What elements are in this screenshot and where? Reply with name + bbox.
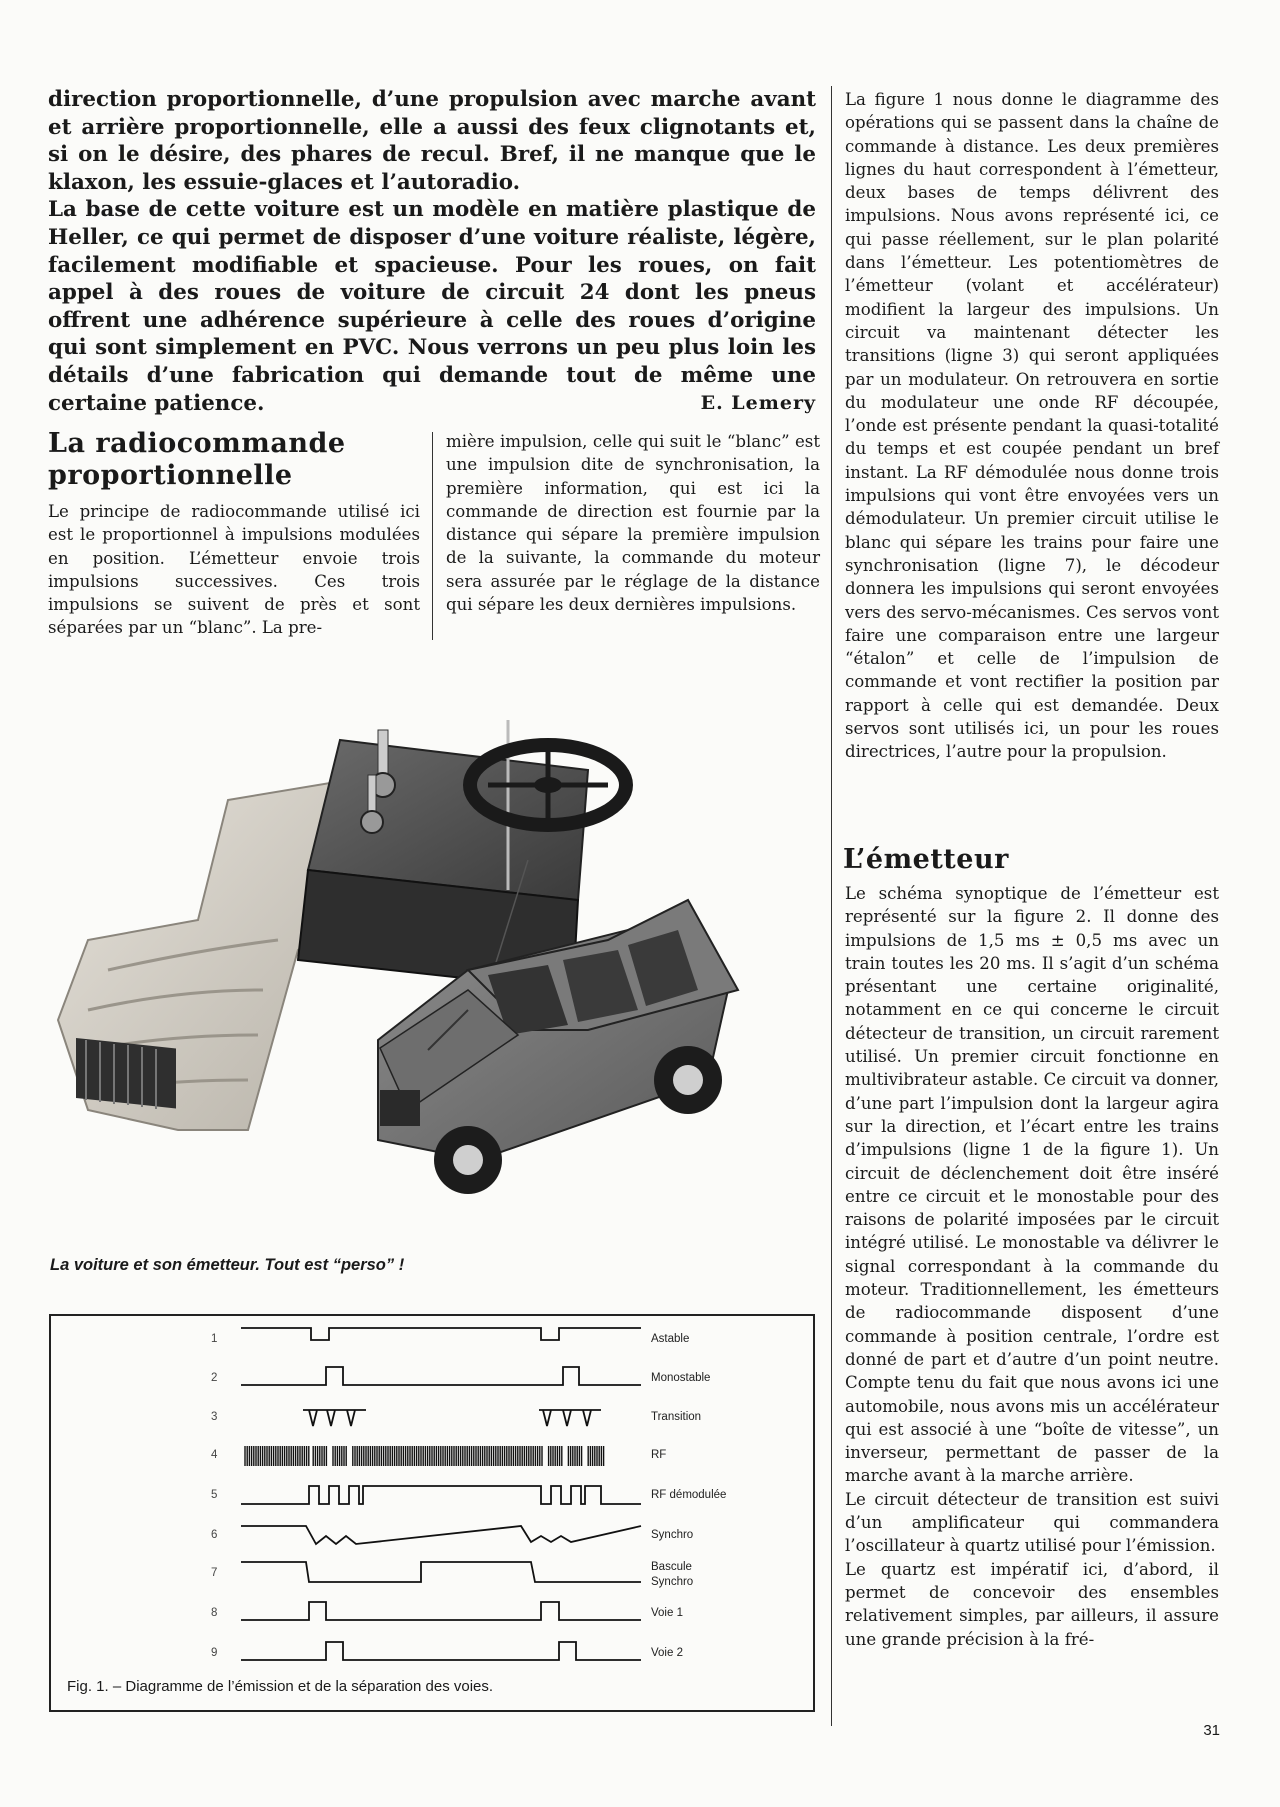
intro-paragraph-2: La base de cette voiture est un modèle en matière plastique de Heller, ce qui permet de disposer d’une voiture réaliste, légère, facilement modifiable et spacieuse. Pour les roues, on fait appel à des roues de voiture de circuit 24 dont les pneus offrent une adhérence supérieure à celle des roues d’origine qui sont simplement en PVC. Nous verrons un peu plus loin les détails d’une fabrication qui demande tout de même une certaine patience. bbox=[48, 197, 816, 416]
signal-number: 6 bbox=[211, 1529, 218, 1541]
section-title-radiocommande: La radiocommande proportionnelle bbox=[48, 428, 346, 491]
signal-row-2 bbox=[211, 1367, 710, 1385]
signal-label: Voie 2 bbox=[651, 1647, 683, 1659]
timing-diagram-figure bbox=[49, 1314, 815, 1712]
signal-number: 9 bbox=[211, 1647, 218, 1659]
rf-burst bbox=[245, 1446, 604, 1466]
signal-waveform bbox=[241, 1486, 641, 1504]
timing-diagram bbox=[51, 1316, 813, 1676]
signal-row-4 bbox=[211, 1446, 666, 1466]
signal-label: RF démodulée bbox=[651, 1489, 727, 1501]
intro-paragraph-1: direction proportionnelle, d’une propulsion avec marche avant et arrière proportionnelle, elle a aussi des feux clignotants et, si on le désire, des phares de recul. Bref, il ne manque que le klaxon, les essuie-glaces et l’autoradio. bbox=[48, 87, 816, 195]
section-title-emetteur: L’émetteur bbox=[843, 844, 1009, 875]
signal-waveform bbox=[241, 1642, 641, 1660]
emetteur-paragraph-3: Le quartz est impératif ici, d’abord, il permet de concevoir des ensembles relativement simples, par ailleurs, il assure une grande précision à la fré- bbox=[845, 1559, 1219, 1649]
signal-number: 4 bbox=[211, 1449, 218, 1461]
signal-label: Transition bbox=[651, 1411, 702, 1423]
signal-row-8 bbox=[211, 1602, 683, 1620]
intro-paragraphs bbox=[48, 86, 816, 417]
section1-column-b: mière impulsion, celle qui suit le “blanc” est une impulsion dite de synchronisation, la première information, qui est ici la commande de direction est fournie par la distance qui sépare la première impulsion de la suivante, la commande du moteur sera assurée par le réglage de la distance qui sépare les deux dernières impulsions. bbox=[446, 432, 820, 615]
emetteur-paragraph-2: Le circuit détecteur de transition est suivi d’un amplificateur qui commandera l’oscillateur à quartz utilisé pour l’émission. bbox=[845, 1489, 1219, 1556]
emetteur-text bbox=[845, 882, 1219, 1651]
signal-row-5 bbox=[211, 1486, 726, 1504]
signal-number: 3 bbox=[211, 1411, 218, 1423]
signal-waveform bbox=[241, 1562, 641, 1582]
photo-caption: La voiture et son émetteur. Tout est “perso” ! bbox=[50, 1256, 405, 1274]
figure-caption: Fig. 1. – Diagramme de l’émission et de la séparation des voies. bbox=[67, 1678, 494, 1695]
signal-number: 7 bbox=[211, 1567, 218, 1579]
column-divider-section1 bbox=[432, 432, 433, 640]
signal-waveform bbox=[241, 1328, 641, 1340]
section1-column-a: Le principe de radiocommande utilisé ici est le proportionnel à impulsions modulées en position. L’émetteur envoie trois impulsions successives. Ces trois impulsions se suivent de près et sont séparées par un “blanc”. La pre- bbox=[48, 502, 420, 638]
signal-number: 1 bbox=[211, 1333, 218, 1345]
signal-number: 2 bbox=[211, 1372, 218, 1384]
signal-number: 5 bbox=[211, 1489, 218, 1501]
column-divider-right bbox=[831, 86, 832, 1726]
signal-row-7 bbox=[211, 1561, 693, 1588]
signal-row-3 bbox=[211, 1410, 701, 1426]
signal-label: Bascule bbox=[651, 1561, 692, 1573]
page-number: 31 bbox=[1203, 1722, 1220, 1739]
signal-row-6 bbox=[211, 1526, 693, 1544]
signal-waveform bbox=[241, 1602, 641, 1620]
signal-row-9 bbox=[211, 1642, 683, 1660]
signal-number: 8 bbox=[211, 1607, 218, 1619]
signal-waveform bbox=[303, 1410, 601, 1426]
signal-label: Astable bbox=[651, 1333, 690, 1345]
signal-label: Voie 1 bbox=[651, 1607, 683, 1619]
signal-label: Synchro bbox=[651, 1529, 694, 1541]
signal-waveform bbox=[241, 1526, 641, 1544]
emetteur-paragraph-1: Le schéma synoptique de l’émetteur est représenté sur la figure 2. Il donne des impulsions de 1,5 ms ± 0,5 ms avec un train toutes les 20 ms. Il s’agit d’un schéma présentant une certaine originalité, notamment en ce qui concerne le circuit détecteur de transition, un circuit rarement utilisé. Un premier circuit fonctionne en multivibrateur astable. Ce circuit va donner, d’une part l’impulsion dont la largeur agira sur la direction, et l’écart entre les trains d’impulsions (ligne 1 de la figure 1). Un circuit de déclenchement doit être inséré entre ce circuit et le monostable pour des raisons de polarité imposées par le circuit intégré utilisé. Le monostable va délivrer le signal correspondant à la commande du moteur. Traditionnellement, les émetteurs de radiocommande disposent d’une commande à position centrale, l’ordre est donné de part et d’autre d’un point neutre. Compte tenu du fait que nous avons ici une automobile, nous avons mis un accélérateur qui est associé à une “boîte de vitesse”, un inverseur, permettant de passer de la marche avant à la marche arrière. bbox=[845, 884, 1219, 1486]
signal-label: RF bbox=[651, 1449, 667, 1461]
signal-label-line2: Synchro bbox=[651, 1576, 694, 1588]
right-column-paragraph-1: La figure 1 nous donne le diagramme des opérations qui se passent dans la chaîne de commande à distance. Les deux premières lignes du haut correspondent à l’émetteur, deux bases de temps délivrent des impulsions. Nous avons représenté ici, ce qui passe réellement, sur le plan polarité dans l’émetteur. Les potentiomètres de l’émetteur (volant et accélérateur) modifient la largeur des impulsions. Un circuit va maintenant détecter les transitions (ligne 3) qui seront appliquées par un modulateur. On retrouvera en sortie du modulateur une onde RF découpée, l’onde est présente pendant la quasi-totalité du temps et est coupée pendant un bref instant. La RF démodulée nous donne trois impulsions qui vont être envoyées vers un démodulateur. Un premier circuit utilise le blanc qui sépare les trains pour faire une synchronisation (ligne 7), le décodeur donnera les impulsions qui seront envoyées vers des servo-mécanismes. Ces servos vont faire une comparaison entre une largeur “étalon” et celle de l’impulsion de commande et vont rectifier la position par rapport à celle qui est demandée. Deux servos sont utilisés ici, un pour les roues directrices, l’autre pour la propulsion. bbox=[845, 90, 1219, 762]
right-column-text bbox=[845, 88, 1219, 764]
author-name: E. Lemery bbox=[700, 392, 816, 414]
car-transmitter-photo bbox=[48, 690, 816, 1250]
signal-label: Monostable bbox=[651, 1372, 711, 1384]
signal-row-1 bbox=[211, 1328, 689, 1345]
signal-waveform bbox=[241, 1367, 641, 1385]
